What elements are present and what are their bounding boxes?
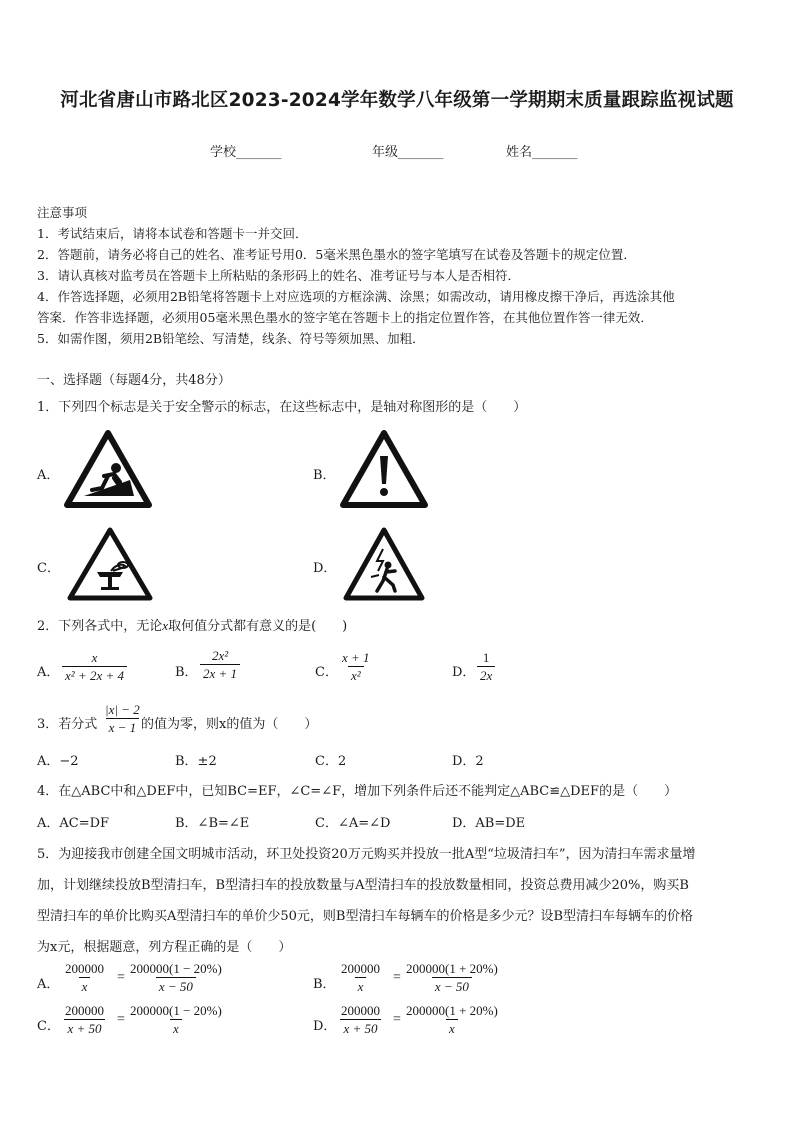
q5-option-d-label: D． bbox=[313, 1019, 337, 1034]
page-title: 河北省唐山市路北区2023-2024学年数学八年级第一学期期末质量跟踪监视试题 bbox=[60, 90, 734, 111]
fraction-numerator: 200000(1 + 20%) bbox=[406, 1003, 498, 1018]
q4-option-b: B．∠B=∠E bbox=[175, 816, 250, 831]
question-2-stem bbox=[37, 615, 347, 634]
question-5-line: 5．为迎接我市创建全国文明城市活动，环卫处投资20万元购买并投放一批A型“垃圾清扫车”，因为清扫车需求量增 bbox=[37, 847, 696, 862]
q5-a-left-fraction bbox=[62, 962, 107, 993]
radiation-fan-warning-icon bbox=[67, 527, 153, 601]
school-field bbox=[210, 141, 282, 160]
exclamation-warning-icon bbox=[340, 430, 428, 508]
q2-option-d-fraction bbox=[477, 651, 495, 682]
q1-option-a-label: A． bbox=[37, 468, 60, 483]
q2-option-d-label: D． bbox=[452, 665, 476, 680]
question-4-stem: 4．在△ABC中和△DEF中，已知BC=EF，∠C=∠F，增加下列条件后还不能判定△ABC≌△DEF的是（ ） bbox=[37, 784, 678, 799]
fraction-denominator: x² bbox=[348, 666, 364, 682]
section-heading: 一、选择题（每题4分，共48分） bbox=[37, 373, 231, 388]
name-field bbox=[506, 141, 578, 160]
fraction-numerator: 200000(1 − 20%) bbox=[130, 1003, 222, 1018]
fraction-denominator: x − 50 bbox=[432, 977, 472, 993]
fraction-numerator: 200000(1 − 20%) bbox=[130, 961, 222, 976]
fraction-denominator: 2x bbox=[477, 666, 495, 682]
notice-item: 5．如需作图，须用2B铅笔绘、写清楚，线条、符号等须加黑、加粗． bbox=[37, 331, 425, 346]
fraction-numerator: x + 1 bbox=[342, 650, 370, 665]
grade-field bbox=[372, 141, 444, 160]
q5-a-right-fraction bbox=[127, 962, 225, 993]
fraction-numerator: 200000 bbox=[65, 961, 104, 976]
question-5-line: 型清扫车的单价比购买A型清扫车的单价少50元，则B型清扫车每辆车的价格是多少元？设B型清扫车每辆车的价格 bbox=[37, 909, 694, 924]
fraction-denominator: x − 50 bbox=[156, 977, 196, 993]
q2-option-a-label: A． bbox=[37, 665, 60, 680]
name-blank: _______ bbox=[532, 145, 578, 160]
question-1-stem: 1．下列四个标志是关于安全警示的标志，在这些标志中，是轴对称图形的是（ ） bbox=[37, 400, 527, 415]
q2-option-c-fraction bbox=[339, 651, 373, 682]
q3-option-d: D．2 bbox=[452, 754, 484, 769]
q2-stem-a: 2．下列各式中，无论 bbox=[37, 619, 163, 634]
electric-shock-warning-icon bbox=[343, 527, 425, 601]
q4-option-a: A．AC=DF bbox=[37, 816, 110, 831]
q1-option-c-label: C． bbox=[37, 561, 60, 576]
q3-option-b: B．±2 bbox=[175, 754, 217, 769]
fraction-numerator: 200000 bbox=[341, 961, 380, 976]
fraction-denominator: x + 50 bbox=[64, 1019, 104, 1035]
fraction-numerator: x bbox=[91, 650, 98, 665]
slippery-floor-warning-icon bbox=[64, 430, 152, 508]
q5-d-right-fraction bbox=[403, 1004, 501, 1035]
notice-item: 4．作答选择题，必须用2B铅笔将答题卡上对应选项的方框涂满、涂黑；如需改动，请用橡皮擦干净后，再选涂其他 bbox=[37, 289, 675, 304]
notice-item: 3．请认真核对监考员在答题卡上所粘贴的条形码上的姓名、准考证号与本人是否相符． bbox=[37, 268, 520, 283]
q5-c-right-fraction bbox=[127, 1004, 225, 1035]
fraction-denominator: x + 50 bbox=[340, 1019, 380, 1035]
q3-stem-a: 3．若分式 bbox=[37, 717, 98, 732]
equals-sign: = bbox=[117, 1012, 125, 1027]
school-label: 学校 bbox=[210, 145, 237, 160]
equals-sign: = bbox=[393, 1012, 401, 1027]
school-blank: _______ bbox=[236, 145, 282, 160]
q2-option-a-fraction bbox=[62, 651, 127, 682]
fraction-denominator: x bbox=[79, 977, 91, 993]
fraction-denominator: x² + 2x + 4 bbox=[62, 666, 127, 682]
fraction-denominator: x − 1 bbox=[106, 718, 140, 734]
q5-d-left-fraction bbox=[338, 1004, 383, 1035]
equals-sign: = bbox=[117, 970, 125, 985]
q5-c-left-fraction bbox=[62, 1004, 107, 1035]
fraction-numerator: 2x² bbox=[211, 648, 229, 663]
q2-stem-b: 取何值分式都有意义的是( ) bbox=[168, 619, 348, 634]
q3-fraction bbox=[102, 703, 143, 734]
fraction-denominator: x bbox=[446, 1019, 458, 1035]
q4-option-d: D．AB=DE bbox=[452, 816, 526, 831]
q5-option-c-label: C． bbox=[37, 1019, 60, 1034]
q4-option-c: C．∠A=∠D bbox=[315, 816, 391, 831]
fraction-denominator: 2x + 1 bbox=[200, 664, 240, 680]
q2-var: x bbox=[162, 618, 169, 633]
question-5-line: 为x元，根据题意，列方程正确的是（ ） bbox=[37, 940, 292, 955]
q1-option-b-label: B． bbox=[313, 468, 336, 483]
notice-item: 答案．作答非选择题，必须用05毫米黑色墨水的签字笔在答题卡上的指定位置作答，在其他位置作答一律无效． bbox=[37, 310, 653, 325]
q3-option-a: A．−2 bbox=[37, 754, 79, 769]
q1-option-d-label: D． bbox=[313, 561, 337, 576]
equals-sign: = bbox=[393, 970, 401, 985]
q2-option-c-label: C． bbox=[315, 665, 338, 680]
grade-blank: _______ bbox=[398, 145, 444, 160]
q5-option-b-label: B． bbox=[313, 977, 336, 992]
fraction-numerator: 200000(1 + 20%) bbox=[406, 961, 498, 976]
fraction-denominator: x bbox=[355, 977, 367, 993]
name-label: 姓名 bbox=[506, 145, 533, 160]
notice-item: 1．考试结束后，请将本试卷和答题卡一并交回． bbox=[37, 226, 308, 241]
q3-stem-b: 的值为零，则x的值为（ ） bbox=[141, 717, 318, 732]
fraction-numerator: 200000 bbox=[65, 1003, 104, 1018]
q2-option-b-label: B． bbox=[175, 665, 198, 680]
fraction-denominator: x bbox=[170, 1019, 182, 1035]
fraction-numerator: 1 bbox=[482, 650, 490, 665]
q5-b-right-fraction bbox=[403, 962, 501, 993]
q2-option-b-fraction bbox=[200, 649, 240, 680]
fraction-numerator: |x| − 2 bbox=[105, 702, 140, 717]
notice-item: 2．答题前，请务必将自己的姓名、准考证号用0．5毫米黑色墨水的签字笔填写在试卷及答题卡的规定位置． bbox=[37, 247, 636, 262]
q5-b-left-fraction bbox=[338, 962, 383, 993]
fraction-numerator: 200000 bbox=[341, 1003, 380, 1018]
notice-heading: 注意事项 bbox=[37, 205, 88, 220]
q5-option-a-label: A． bbox=[37, 977, 60, 992]
grade-label: 年级 bbox=[372, 145, 399, 160]
q3-option-c: C．2 bbox=[315, 754, 347, 769]
question-5-line: 加，计划继续投放B型清扫车，B型清扫车的投放数量与A型清扫车的投放数量相同，投资总费用减少20%，购买B bbox=[37, 878, 689, 893]
